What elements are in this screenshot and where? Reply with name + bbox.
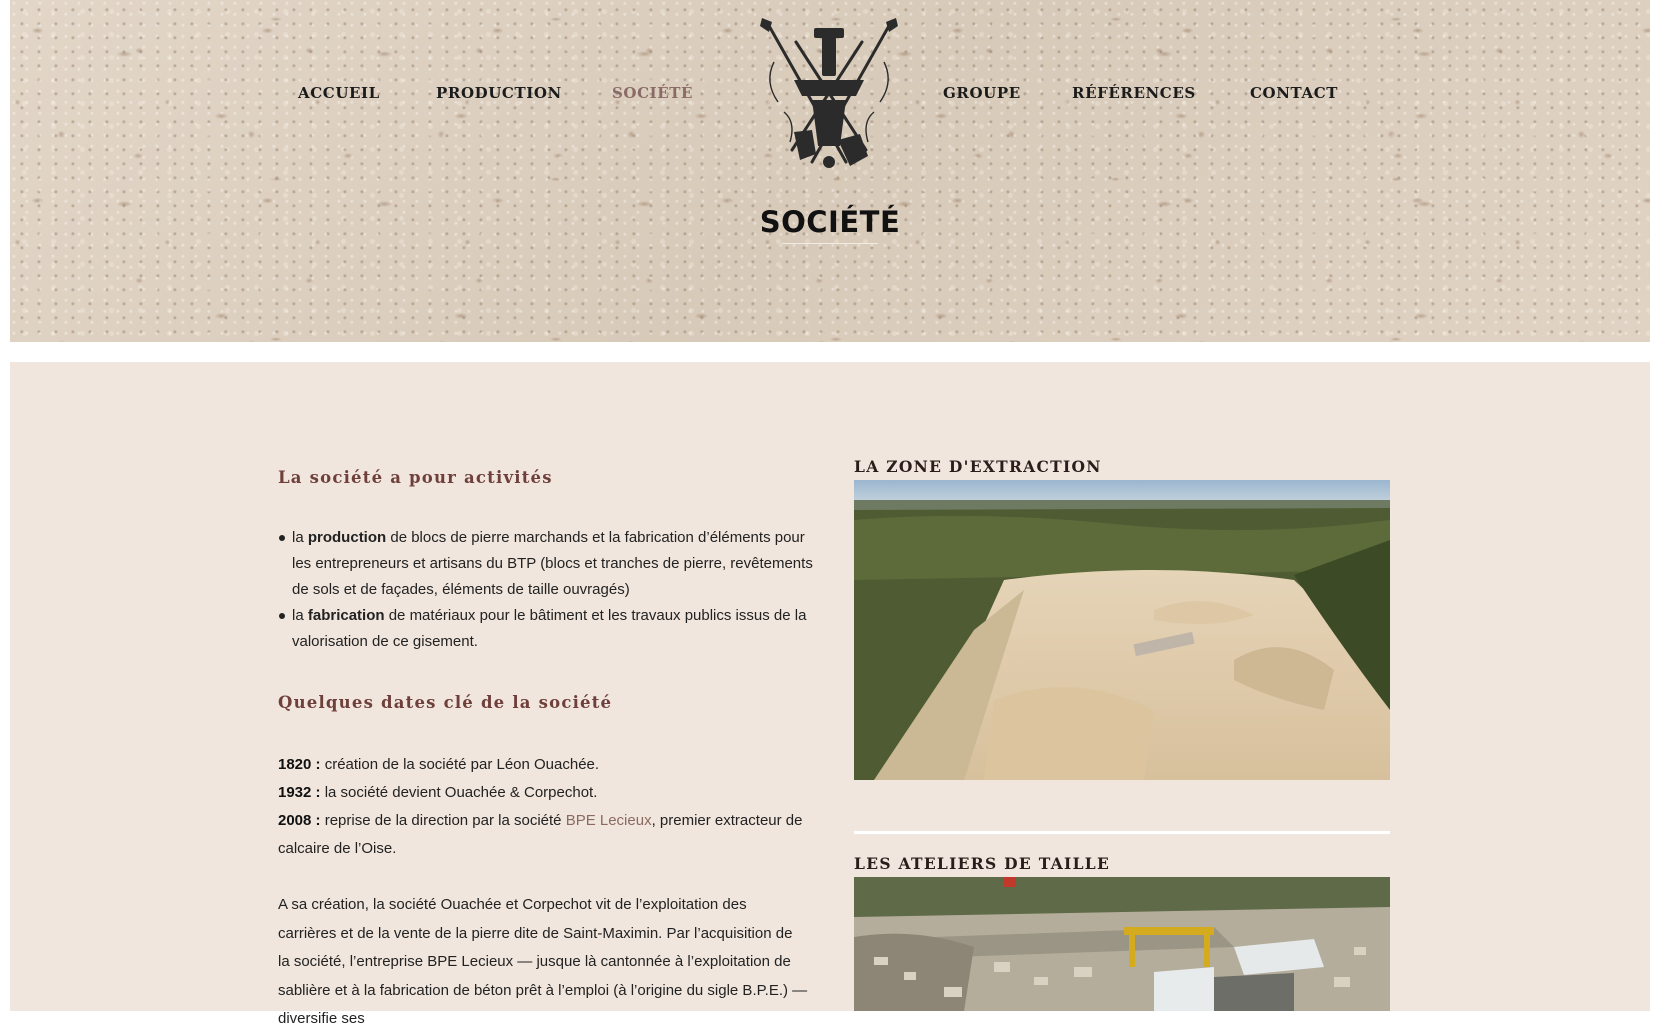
dates-heading: Quelques dates clé de la société — [278, 693, 613, 712]
list-item-prefix: la — [292, 607, 304, 624]
history-paragraph: A sa création, la société Ouachée et Corpechot vit de l’exploitation des carrières et de la vente de la pierre dite de Saint-Maximin. Par l’acquisition de la société, l’entreprise BPE Lecieux — jusque là cantonnée à l’exploitation de sablière et à la fabrication de béton prêt à l’emploi (à l’origine du sigle B.P.E.) — diversifie ses — [278, 896, 808, 1027]
site-header — [10, 0, 1650, 342]
nav-production[interactable]: PRODUCTION — [436, 84, 562, 102]
date-row — [278, 807, 818, 863]
date-text: la société devient Ouachée & Corpechot. — [320, 784, 598, 801]
date-year: 1820 : — [278, 756, 321, 773]
nav-contact[interactable]: CONTACT — [1250, 84, 1338, 102]
date-year: 1932 : — [278, 784, 321, 801]
nav-references[interactable]: RÉFÉRENCES — [1072, 84, 1196, 102]
logo-svg — [754, 12, 904, 180]
extraction-photo[interactable] — [854, 480, 1390, 780]
list-item-text: de matériaux pour le bâtiment et les travaux publics issus de la valorisation de ce gisement. — [292, 607, 807, 650]
gallery-divider — [854, 831, 1390, 834]
date-year: 2008 : — [278, 812, 321, 829]
page — [10, 0, 1650, 1027]
date-text: création de la société par Léon Ouachée. — [320, 756, 600, 773]
list-item-bold: production — [307, 529, 387, 546]
page-title: SOCIÉTÉ — [759, 205, 901, 240]
extraction-title: LA ZONE D'EXTRACTION — [854, 457, 1102, 476]
list-item — [278, 525, 818, 603]
crossed-tools-emblem-icon[interactable] — [754, 12, 904, 180]
bpe-lecieux-link[interactable]: BPE Lecieux — [565, 812, 652, 829]
list-item-bold: fabrication — [307, 607, 385, 624]
workshops-title: LES ATELIERS DE TAILLE — [854, 854, 1111, 873]
activities-heading: La société a pour activités — [278, 468, 553, 487]
workshops-photo-svg — [854, 877, 1390, 1011]
nav-accueil[interactable]: ACCUEIL — [298, 84, 380, 102]
nav-groupe[interactable]: GROUPE — [943, 84, 1021, 102]
title-divider — [782, 243, 878, 244]
extraction-photo-svg — [854, 480, 1390, 780]
date-row — [278, 779, 818, 807]
date-text-after: , premier extracteur de calcaire de l’Oise. — [278, 812, 803, 857]
list-item — [278, 603, 818, 655]
date-row — [278, 751, 818, 779]
date-text: reprise de la direction par la société — [320, 812, 566, 829]
list-item-prefix: la — [292, 529, 304, 546]
dates-list — [278, 751, 818, 863]
list-item-text: de blocs de pierre marchands et la fabrication d’éléments pour les entrepreneurs et artisans du BTP (blocs et tranches de pierre, revêtements de sols et de façades, éléments de taille ouvragés) — [292, 529, 813, 598]
workshops-photo[interactable] — [854, 877, 1390, 1011]
nav-societe[interactable]: SOCIÉTÉ — [612, 84, 694, 102]
main-content — [10, 362, 1650, 1027]
activities-list — [278, 525, 818, 655]
